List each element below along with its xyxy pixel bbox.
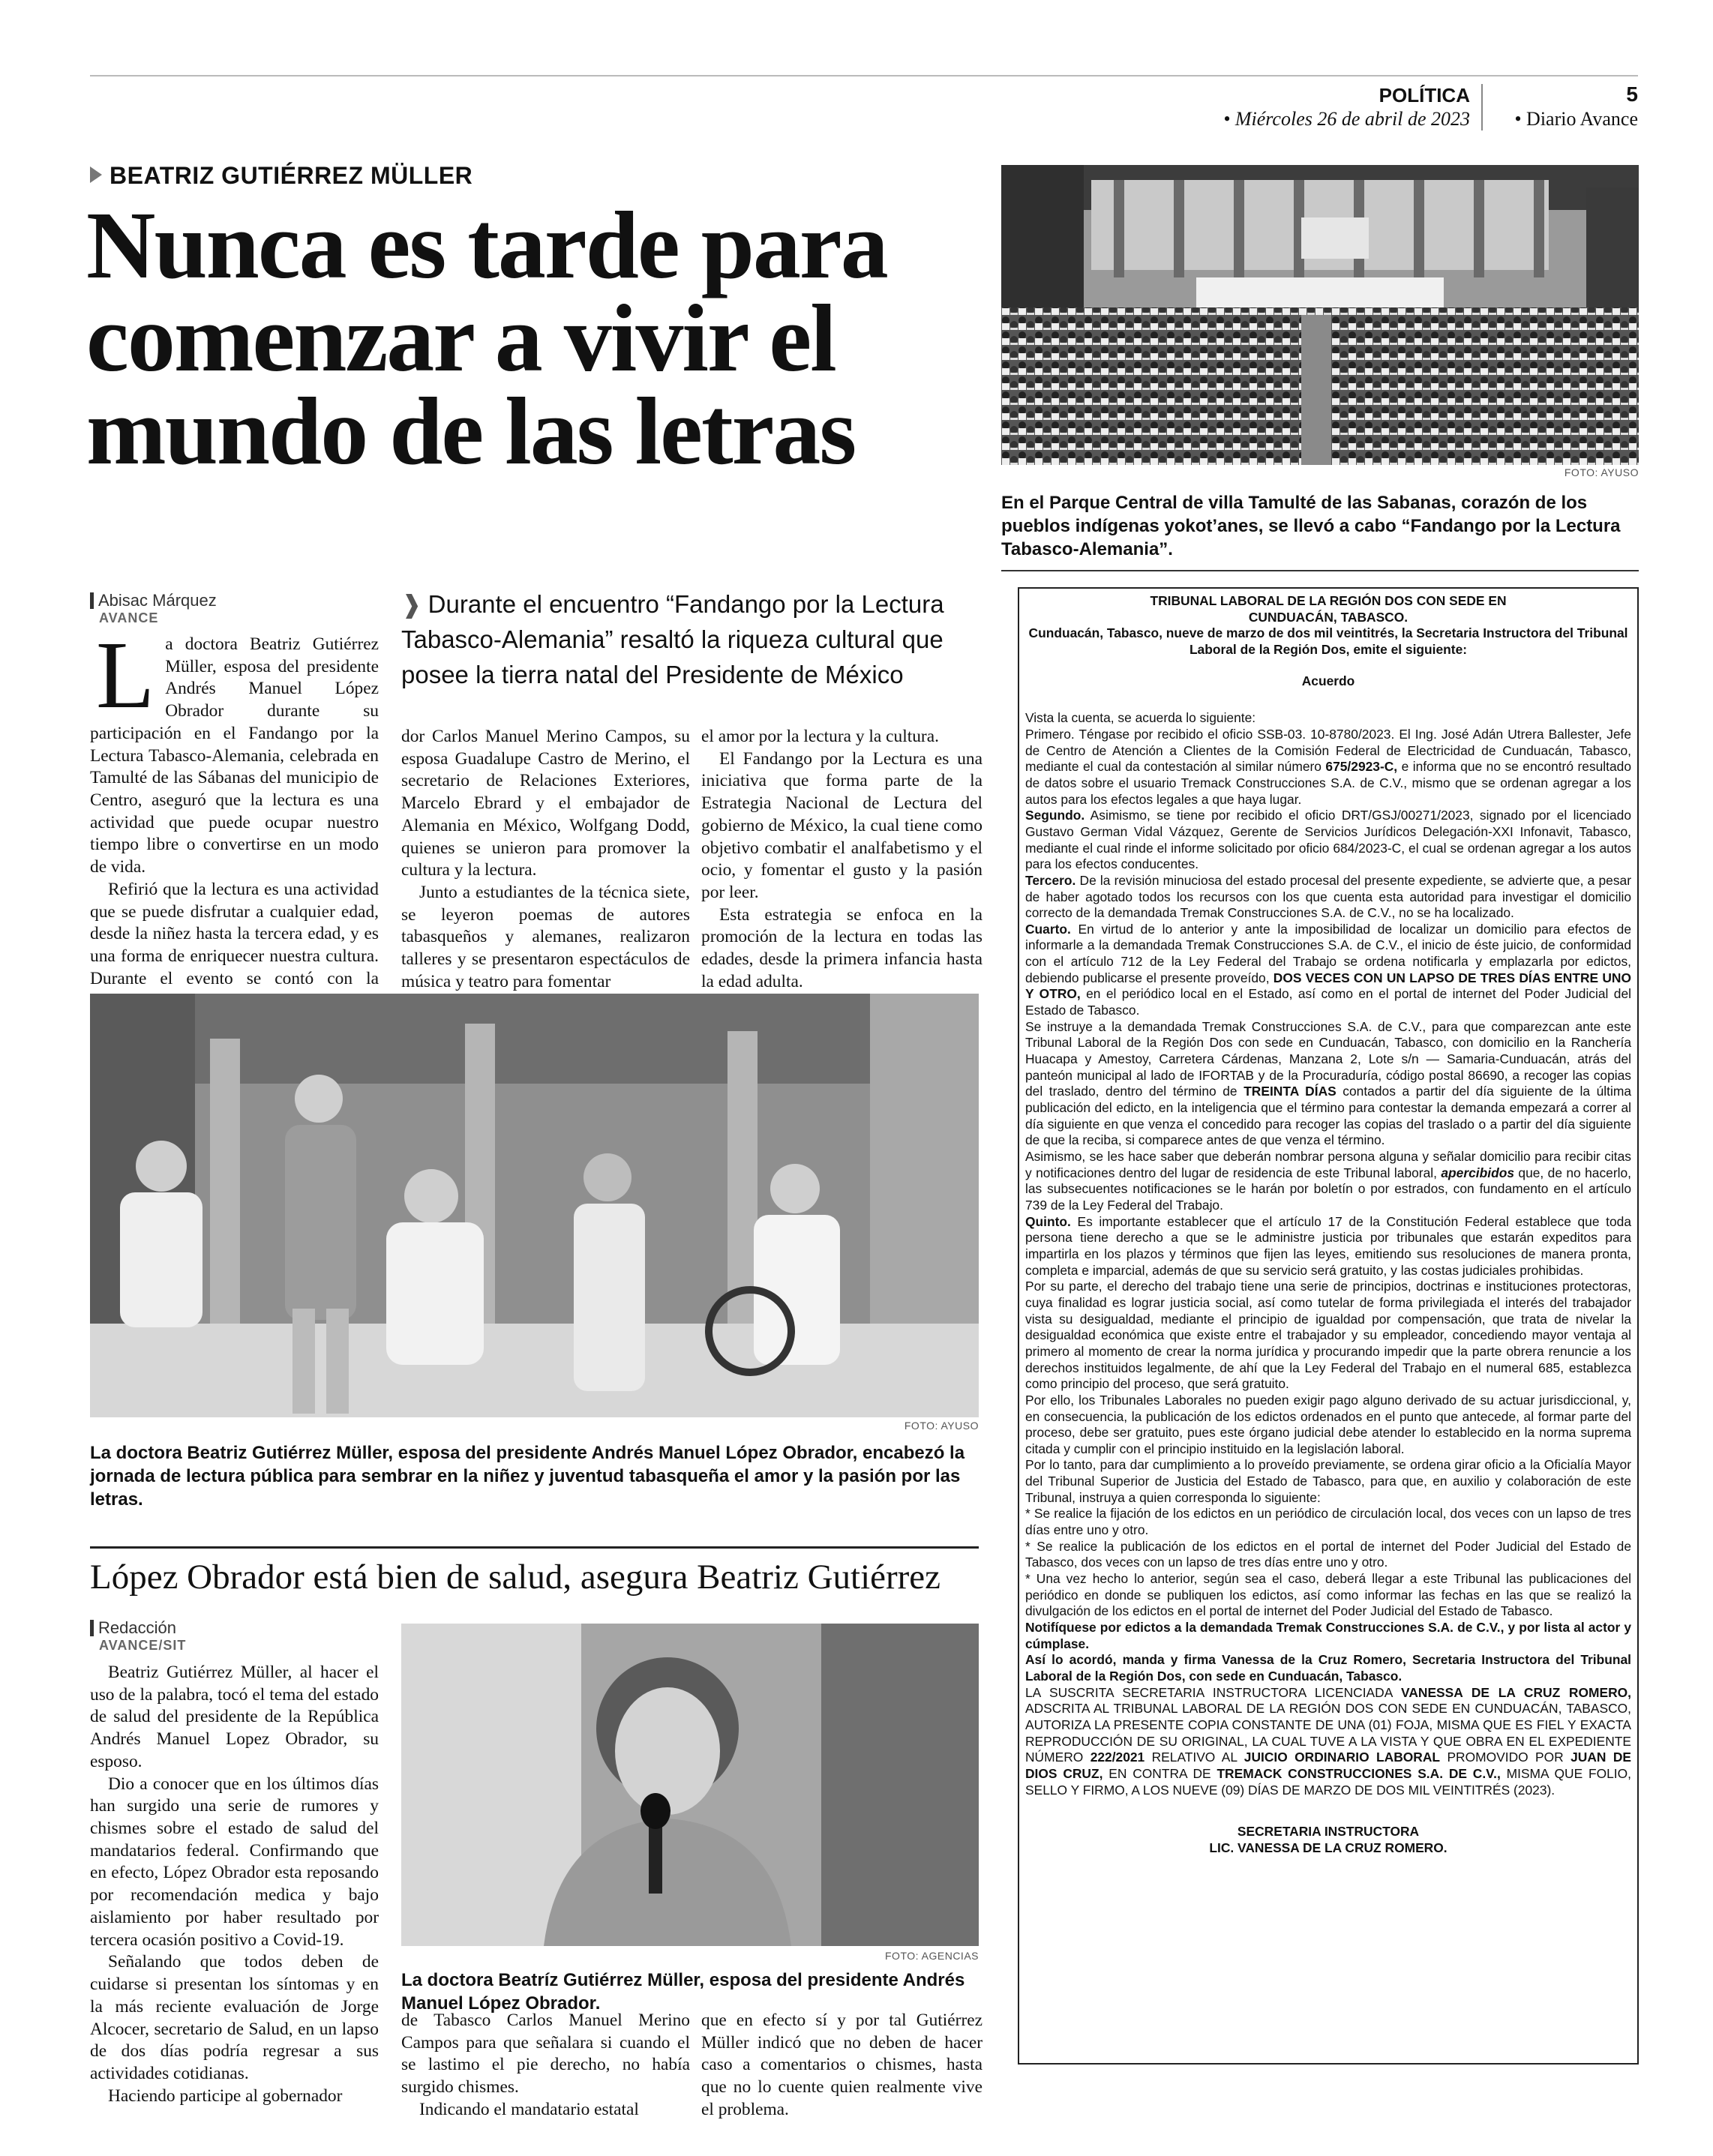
photo-event-crowd	[1001, 165, 1639, 465]
notice-title: CUNDUACÁN, TABASCO.	[1248, 609, 1408, 625]
paragraph: Beatriz Gutiérrez Müller, al hacer el uso de la palabra, tocó el tema del estado de salud del presidente de la República Andrés Manuel Lopez Obrador, su esposo.	[90, 1663, 379, 1771]
article-column-1	[90, 622, 379, 1012]
photo-portrait	[401, 1624, 979, 1946]
photo-credit-portrait: FOTO: AGENCIAS	[885, 1950, 979, 1962]
headline: Nunca es tarde para comenzar a vivir el mundo de las letras	[86, 192, 887, 485]
article-column-3	[701, 726, 982, 994]
kicker-text: BEATRIZ GUTIÉRREZ MÜLLER	[110, 162, 473, 189]
byline-bar	[90, 592, 94, 609]
photo-credit-top: FOTO: AYUSO	[1564, 466, 1639, 478]
photo-stage	[90, 994, 979, 1417]
paragraph: Dio a conocer que en los últimos días han surgido una serie de rumores y chismes sobre el estado de salud del mandatarios federal. Confirmando que en efecto, López Obrador esta reposando por recomendación medica y bajo aislamiento por haber resultado por tercera ocasión positivo a Covid-19.	[90, 1774, 379, 1950]
photo-caption-top: En el Parque Central de villa Tamulté de las Sabanas, corazón de los pueblos indígenas yokot’anes, se llevó a cabo “Fandango por la Lectura Tabasco-Alemania”.	[1001, 493, 1621, 560]
paragraph: Esta estrategia se enfoca en la promoción de la lectura en todas las edades, desde la primera infancia hasta la edad adulta.	[701, 904, 982, 991]
caption-rule	[1001, 570, 1639, 571]
triangle-icon	[90, 166, 102, 183]
section-label: POLÍTICA	[1378, 84, 1470, 106]
photo-credit-main: FOTO: AYUSO	[904, 1420, 979, 1432]
newspaper-name: • Diario Avance	[1514, 108, 1638, 130]
photo-caption-main: La doctora Beatriz Gutiérrez Müller, esposa del presidente Andrés Manuel López Obrador, encabezó la jornada de lectura pública para sembrar en la niñez y juventud tabasqueña el amor y la pasión por las letras.	[90, 1443, 965, 1510]
notice-paragraph: Cuarto. En virtud de lo anterior y ante la imposibilidad de localizar un domicilio para efectos de informarle a la demandada Tremak Construcciones S.A. de C.V., el inicio de éste juicio, de conformidad con el artículo 712 de la Ley Federal del Trabajo se ordena notificarla y emplazarla por edictos, debiendo publicarse el presente proveído, DOS VECES CON UN LAPSO DE TRES DÍAS ENTRE UNO Y OTRO, en el periódico local en el Estado, así como en el portal de internet del Poder Judicial del Estado de Tabasco.	[1025, 921, 1631, 1018]
notice-intro: Cunduacán, Tabasco, nueve de marzo de dos mil veintitrés, la Secretaria Instructora del Tribunal Laboral de la Región Dos, emite el siguiente:	[1028, 625, 1628, 657]
notice-paragraph: Así lo acordó, manda y firma Vanessa de la Cruz Romero, Secretaria Instructora del Tribunal Laboral de la Región Dos, con sede en Cunduacán, Tabasco.	[1025, 1652, 1631, 1684]
notice-title: TRIBUNAL LABORAL DE LA REGIÓN DOS CON SEDE EN	[1150, 593, 1507, 608]
paragraph: de Tabasco Carlos Manuel Merino Campos para que señalara si cuando el se lastimo el pie derecho, no había surgido chismes.	[401, 2011, 690, 2098]
byline-name: Redacción	[98, 1618, 176, 1637]
header-separator	[1481, 84, 1483, 130]
deck	[401, 587, 979, 693]
paragraph: a doctora Beatriz Gutiérrez Müller, esposa del presidente Andrés Manuel López Obrador durante su participación en el Fandango por la Lectura Tabasco-Alemania, celebrada en Tamulté de las Sábanas del municipio de Centro, aseguró que la lectura es una actividad que puede ocupar nuestro tiempo libre o convertirse en un modo de vida.	[90, 634, 379, 877]
paragraph: El Fandango por la Lectura es una iniciativa que forma parte de la Estrategia Nacional de Lectura del gobierno de México, la cual tiene como objetivo combatir el analfabetismo y el ocio, y fomentar el gusto y la pasión por leer.	[701, 748, 982, 903]
notice-paragraph: Se instruye a la demandada Tremak Construcciones S.A. de C.V., para que comparezcan ante este Tribunal Laboral de la Región Dos con sede en Cunduacán, Tabasco, con domicilio en la Ranchería Huacapa y Amestoy, Carretera Cárdenas, Manzana 2, Lote s/n — Samaria-Cunduacán, atrás del panteón municipal al lado de IFORTAB y de la Procuraduría, código postal 86690, a recoger las copias del traslado, dentro del término de TREINTA DÍAS contados a partir del día siguiente de la última publicación del edicto, en la inteligencia que el término para contestar la demanda empezará a correr al día siguiente en que venza el concedido para recoger las copias del traslado o a partir del día siguiente de que la reciba, si comparece antes de que venza el término.	[1025, 1018, 1632, 1148]
notice-paragraph: Primero. Téngase por recibido el oficio SSB-03. 10-8780/2023. El Ing. José Adán Utrera Ballester, Jefe de Centro de Atención a Clientes de la Comisión Federal de Electricidad de Cunduacán, Tabasco, mediante el cual da contestación al similar número 675/2923-C, e informa que no se encontró resultado de datos sobre el usuario Tremack Construcciones S.A. de C.V., mismo que se ordenan agregar a los autos para los efectos legales a que haya lugar.	[1025, 726, 1631, 807]
notice-paragraph: Por lo tanto, para dar cumplimiento a lo proveído previamente, se ordena girar oficio a la Oficialía Mayor del Tribunal Superior de Justicia del Estado de Tabasco, para que, en auxilio y colaboración de este Tribunal, instruya a quien corresponda lo siguiente:	[1025, 1457, 1631, 1505]
notice-signature: LIC. VANESSA DE LA CRUZ ROMERO.	[1209, 1840, 1448, 1855]
notice-paragraph: Notifíquese por edictos a la demandada Tremak Construcciones S.A. de C.V., y por lista al actor y cúmplase.	[1025, 1620, 1631, 1651]
paragraph: Señalando que todos deben de cuidarse si presentan los síntomas y en la más reciente evaluación de Jorge Alcocer, secretario de Salud, en un lapso de dos días podría regresar a sus actividades cotidianas.	[90, 1952, 379, 2083]
deck-marker-icon: ❱	[401, 590, 422, 618]
article-column-2	[401, 726, 690, 994]
byline	[90, 591, 217, 626]
notice-bullet: * Se realice la fijación de los edictos en un periódico de circulación local, dos veces con un lapso de tres días entre uno y otro.	[1025, 1506, 1631, 1538]
second-byline	[90, 1618, 186, 1654]
notice-bullet: * Una vez hecho lo anterior, según sea el caso, deberá llegar a este Tribunal las publicaciones del periódico en donde se publiquen los edictos, así como informar las fechas en las que se realizó la divulgación de los edictos en el portal de internet del Poder Judicial del Estado de Tabasco.	[1025, 1571, 1631, 1619]
kicker	[90, 162, 472, 190]
paragraph: Haciendo participe al gobernador	[108, 2086, 343, 2106]
issue-date: • Miércoles 26 de abril de 2023	[1223, 108, 1470, 130]
story-divider	[90, 1546, 979, 1549]
byline-name: Abisac Márquez	[98, 591, 217, 610]
notice-paragraph: Vista la cuenta, se acuerda lo siguiente:	[1025, 710, 1256, 726]
paragraph: Indicando el mandatario estatal	[419, 2099, 639, 2119]
notice-certification: LA SUSCRITA SECRETARIA INSTRUCTORA LICENCIADA VANESSA DE LA CRUZ ROMERO, ADSCRITA AL TRIBUNAL LABORAL DE LA REGIÓN DOS CON SEDE EN CUNDUACÁN, TABASCO, AUTORIZA LA PRESENTE COPIA CONSTANTE DE UNA (01) FOJA, MISMA QUE ES FIEL Y EXACTA REPRODUCCIÓN DE SU ORIGINAL, LA CUAL TUVE A LA VISTA Y QUE OBRA EN EL EXPEDIENTE NÚMERO 222/2021 RELATIVO AL JUICIO ORDINARIO LABORAL PROMOVIDO POR JUAN DE DIOS CRUZ, EN CONTRA DE TREMACK CONSTRUCCIONES S.A. DE C.V., MISMA QUE FOLIO, SELLO Y FIRMO, A LOS NUEVE (09) DÍAS DE MARZO DE DOS MIL VEINTITRÉS (2023).	[1025, 1684, 1632, 1798]
second-headline: López Obrador está bien de salud, asegura Beatriz Gutiérrez	[90, 1558, 941, 1597]
notice-acuerdo: Acuerdo	[1301, 673, 1355, 688]
byline-org: AVANCE/SIT	[99, 1638, 187, 1653]
photo-caption-portrait: La doctora Beatríz Gutiérrez Müller, esposa del presidente Andrés Manuel López Obrador.	[401, 1970, 965, 2014]
dropcap: L	[96, 622, 155, 728]
notice-bullet: * Se realice la publicación de los edictos en el portal de internet del Poder Judicial del Estado de Tabasco, dos veces con un lapso de tres días entre uno y otro.	[1025, 1538, 1631, 1570]
deck-text: Durante el encuentro “Fandango por la Lectura Tabasco-Alemania” resaltó la riqueza cultural que posee la tierra natal del Presidente de México	[401, 590, 944, 688]
second-column-1	[90, 1662, 379, 2107]
paragraph: dor Carlos Manuel Merino Campos, su esposa Guadalupe Castro de Merino, el secretario de Relaciones Exteriores, Marcelo Ebrard y el embajador de Alemania en México, Wolfgang Dodd, quienes se unieron para promover la cultura y la lectura.	[401, 727, 690, 880]
notice-paragraph: Por ello, los Tribunales Laborales no pueden exigir pago alguno derivado de su actuar jurisdiccional, y, en consecuencia, la publicación de los edictos ordenados en el punto que antecede, al formar parte del proceso, debe ser gratuito, pues este órgano judicial debe atender lo establecido en la norma suprema citada y cumplir con el principio instituido en la legislación laboral.	[1025, 1392, 1631, 1456]
notice-paragraph: Por su parte, el derecho del trabajo tiene una serie de principios, doctrinas e instituciones protectoras, cuya finalidad es lograr justicia social, así como tutelar de forma privilegiada el interés del trabajador vista su desigualdad, mediante el principio de igualdad por compensación, que trata de nivelar la desigualdad económica que existe entre el trabajador y su empleador, concediendo mayor ventaja al primero al momento de crear la norma jurídica y procurando impedir que la parte obrera renuncie a los derechos instituidos legalmente, de ahí que la Ley Federal del Trabajo en el numeral 685, establezca como principio del proceso, que será gratuito.	[1025, 1279, 1631, 1392]
paragraph: Junto a estudiantes de la técnica siete, se leyeron poemas de autores tabasqueños y alemanes, realizaron talleres y se presentaron espectáculos de música y teatro para fomentar	[401, 883, 690, 991]
notice-signature: SECRETARIA INSTRUCTORA	[1237, 1824, 1420, 1840]
byline-org: AVANCE	[99, 610, 159, 625]
legal-notice	[1018, 587, 1639, 2065]
notice-paragraph: Asimismo, se les hace saber que deberán nombrar persona alguna y señalar domicilio para recibir citas y notificaciones dentro del lugar de residencia de este Tribunal laboral, apercibidos que, de no hacerlo, las subsecuentes notificaciones se le harán por boletín o por estrados, con fundamento en el artículo 739 de la Ley Federal del Trabajo.	[1025, 1149, 1631, 1213]
notice-paragraph: Segundo. Asimismo, se tiene por recibido el oficio DRT/GSJ/00271/2023, signado por el licenciado Gustavo German Vidal Vázquez, Gerente de Servicios Jurídicos Delegación-XXI Infonavit, Tabasco, mediante el cual rinde el informe solicitado por oficio 684/2023-C, el cual se ordenan agregar a los autos para los efectos conducentes.	[1025, 808, 1631, 872]
top-rule	[90, 75, 1638, 76]
paragraph: que en efecto sí y por tal Gutiérrez Müller indicó que no deben de hacer caso a comentarios o chismes, hasta que no lo cuente quien realmente vive el problema.	[701, 2011, 982, 2119]
paragraph: Refirió que la lectura es una actividad que se puede disfrutar a cualquier edad, desde la niñez hasta la tercera edad, y es una forma de enriquecer nuestra cultura. Durante el evento se contó con la	[90, 879, 379, 988]
second-column-2	[401, 2010, 690, 2122]
paragraph: el amor por la lectura y la cultura.	[701, 727, 939, 746]
page-number: 5	[1626, 82, 1638, 106]
notice-paragraph: Quinto. Es importante establecer que el artículo 17 de la Constitución Federal establece que toda persona tiene derecho a que se le administre justicia por tribunales que estarán expeditos para impartirla en los plazos y términos que fijen las leyes, emitiendo sus resoluciones de manera pronta, completa e imparcial, además de que su servicio será gratuito, y las costas judiciales prohibidas.	[1025, 1213, 1631, 1278]
second-column-3	[701, 2010, 982, 2122]
notice-paragraph: Tercero. De la revisión minuciosa del estado procesal del presente expediente, se advierte que, a pesar de haber agotado todos los recursos con los que cuenta esta autoridad para investigar el domicilio correcto de la demandada Tremak Construcciones S.A. de C.V., no se ha localizado.	[1025, 872, 1631, 921]
byline-bar	[90, 1620, 94, 1636]
